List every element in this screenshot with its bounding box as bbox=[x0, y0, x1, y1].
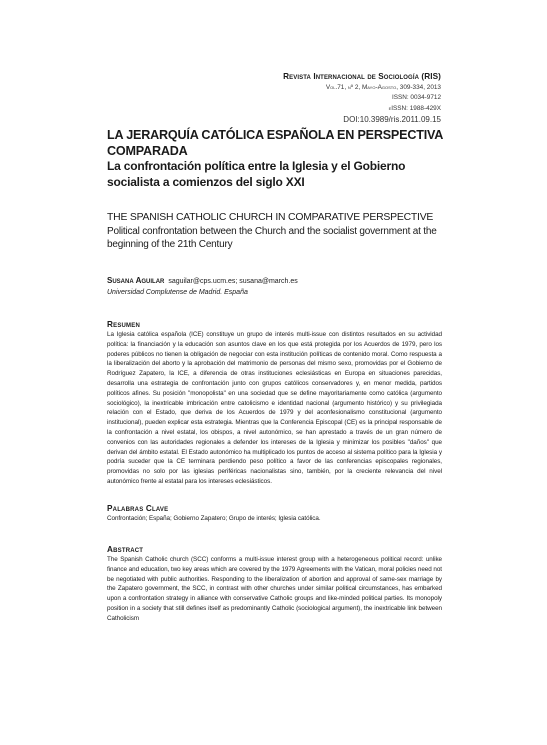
abstract-heading: Abstract bbox=[107, 545, 144, 554]
journal-issn: ISSN: 0034-9712 bbox=[391, 94, 441, 101]
resumen-heading: Resumen bbox=[107, 320, 140, 329]
author-name: Susana Aguilar bbox=[107, 276, 165, 285]
spanish-titles bbox=[107, 128, 447, 190]
keywords-text: Confrontación; España; Gobierno Zapatero; Grupo de interés; Iglesia católica. bbox=[107, 515, 321, 522]
title-spanish: LA JERARQUÍA CATÓLICA ESPAÑOLA EN PERSPECTIVA COMPARADA bbox=[107, 128, 443, 158]
journal-eissn: eISSN: 1988-429X bbox=[388, 104, 441, 112]
subtitle-spanish: La confrontación política entre la Iglesia y el Gobierno socialista a comienzos del siglo XXI bbox=[107, 159, 406, 189]
resumen-section bbox=[107, 320, 442, 487]
abstract-text: The Spanish Catholic church (SCC) conforms a multi-issue interest group with a heterogeneous political record: unlike finance and education, two key areas which are covered by the 1979 Agreements with the Vatican, moral policies need not be negotiated with public authorities. Responding to the liberalization of abortion and approval of same-sex marriage by the Zapatero government, the SCC, in contrast with other churches under similar political circumstances, has embarked upon a confrontation strategy in alliance with conservative Catholic groups and like-minded political parties. Its monopoly position in a society that still defines itself as predominantly Catholic (sociological argument), the inextricable link between Catholicism bbox=[107, 556, 442, 622]
journal-doi[interactable]: DOI:10.3989/ris.2011.09.15 bbox=[343, 115, 441, 124]
keywords-heading: Palabras Clave bbox=[107, 504, 169, 513]
abstract-section bbox=[107, 545, 442, 624]
title-english: THE SPANISH CATHOLIC CHURCH IN COMPARATIVE PERSPECTIVE bbox=[107, 212, 434, 223]
journal-volume: Vol.71, nº 2, Mayo-Agosto, 309-334, 2013 bbox=[325, 83, 441, 91]
author-email[interactable]: saguilar@cps.ucm.es; susana@march.es bbox=[168, 278, 298, 285]
resumen-text: La Iglesia católica española (ICE) constituye un grupo de interés multi-issue con distintos resultados en su actividad política: la financiación y la educación son asuntos clave en los que está protegida por los Acuerdos de 1979, pero los poderes públicos no tienen la obligación de negociar con esta institución políticas de contenido moral. Como respuesta a la liberalización del aborto y la aprobación del matrimonio de personas del mismo sexo, promovidas por el Gobierno de Rodríguez Zapatero, la ICE, a diferencia de otras instituciones eclesiásticas en Europa en situaciones parecidas, desarrolla una estrategia de confrontación junto con grupos católicos conservadores y, en menor medida, partidos políticos afines. Su posición "monopolista" en una sociedad que se define mayoritariamente como católica (argumento sociológico), la inextricable imbricación entre catolicismo e identidad nacional (argumento histórico) y su privilegiada relación con el Estado, que deriva de los Acuerdos de 1979 y del aconfesionalismo constitucional (argumento institucional), pueden explicar esta estrategia. Mientras que la Conferencia Episcopal (CE) es la principal responsable de la confrontación a nivel estatal, los obispos, a nivel autonómico, se han aprestado a través de un gran número de convenios con las autoridades regionales a defender los intereses de la Iglesia y minimizar los posibles "daños" que derivan del ámbito estatal. El Estado autonómico ha multiplicado los puntos de acceso al sistema político para la Iglesia y podría suceder que la CE terminara perdiendo peso político a favor de las conferencias episcopales regionales, promovidas no solo por las iglesias periféricas nacionalistas sino, también, por la creciente relevancia del nivel autonómico frente al estatal para los intereses eclesiásticos. bbox=[107, 331, 442, 485]
author-block bbox=[107, 276, 447, 298]
english-titles bbox=[107, 211, 447, 251]
journal-name: Revista Internacional de Sociología (RIS) bbox=[283, 72, 441, 81]
journal-header bbox=[283, 72, 441, 126]
author-affiliation: Universidad Complutense de Madrid. España bbox=[107, 288, 248, 296]
subtitle-english: Political confrontation between the Church and the socialist government at the beginning of the 21th Century bbox=[107, 225, 437, 250]
author-line bbox=[107, 276, 447, 288]
keywords-section bbox=[107, 504, 442, 524]
